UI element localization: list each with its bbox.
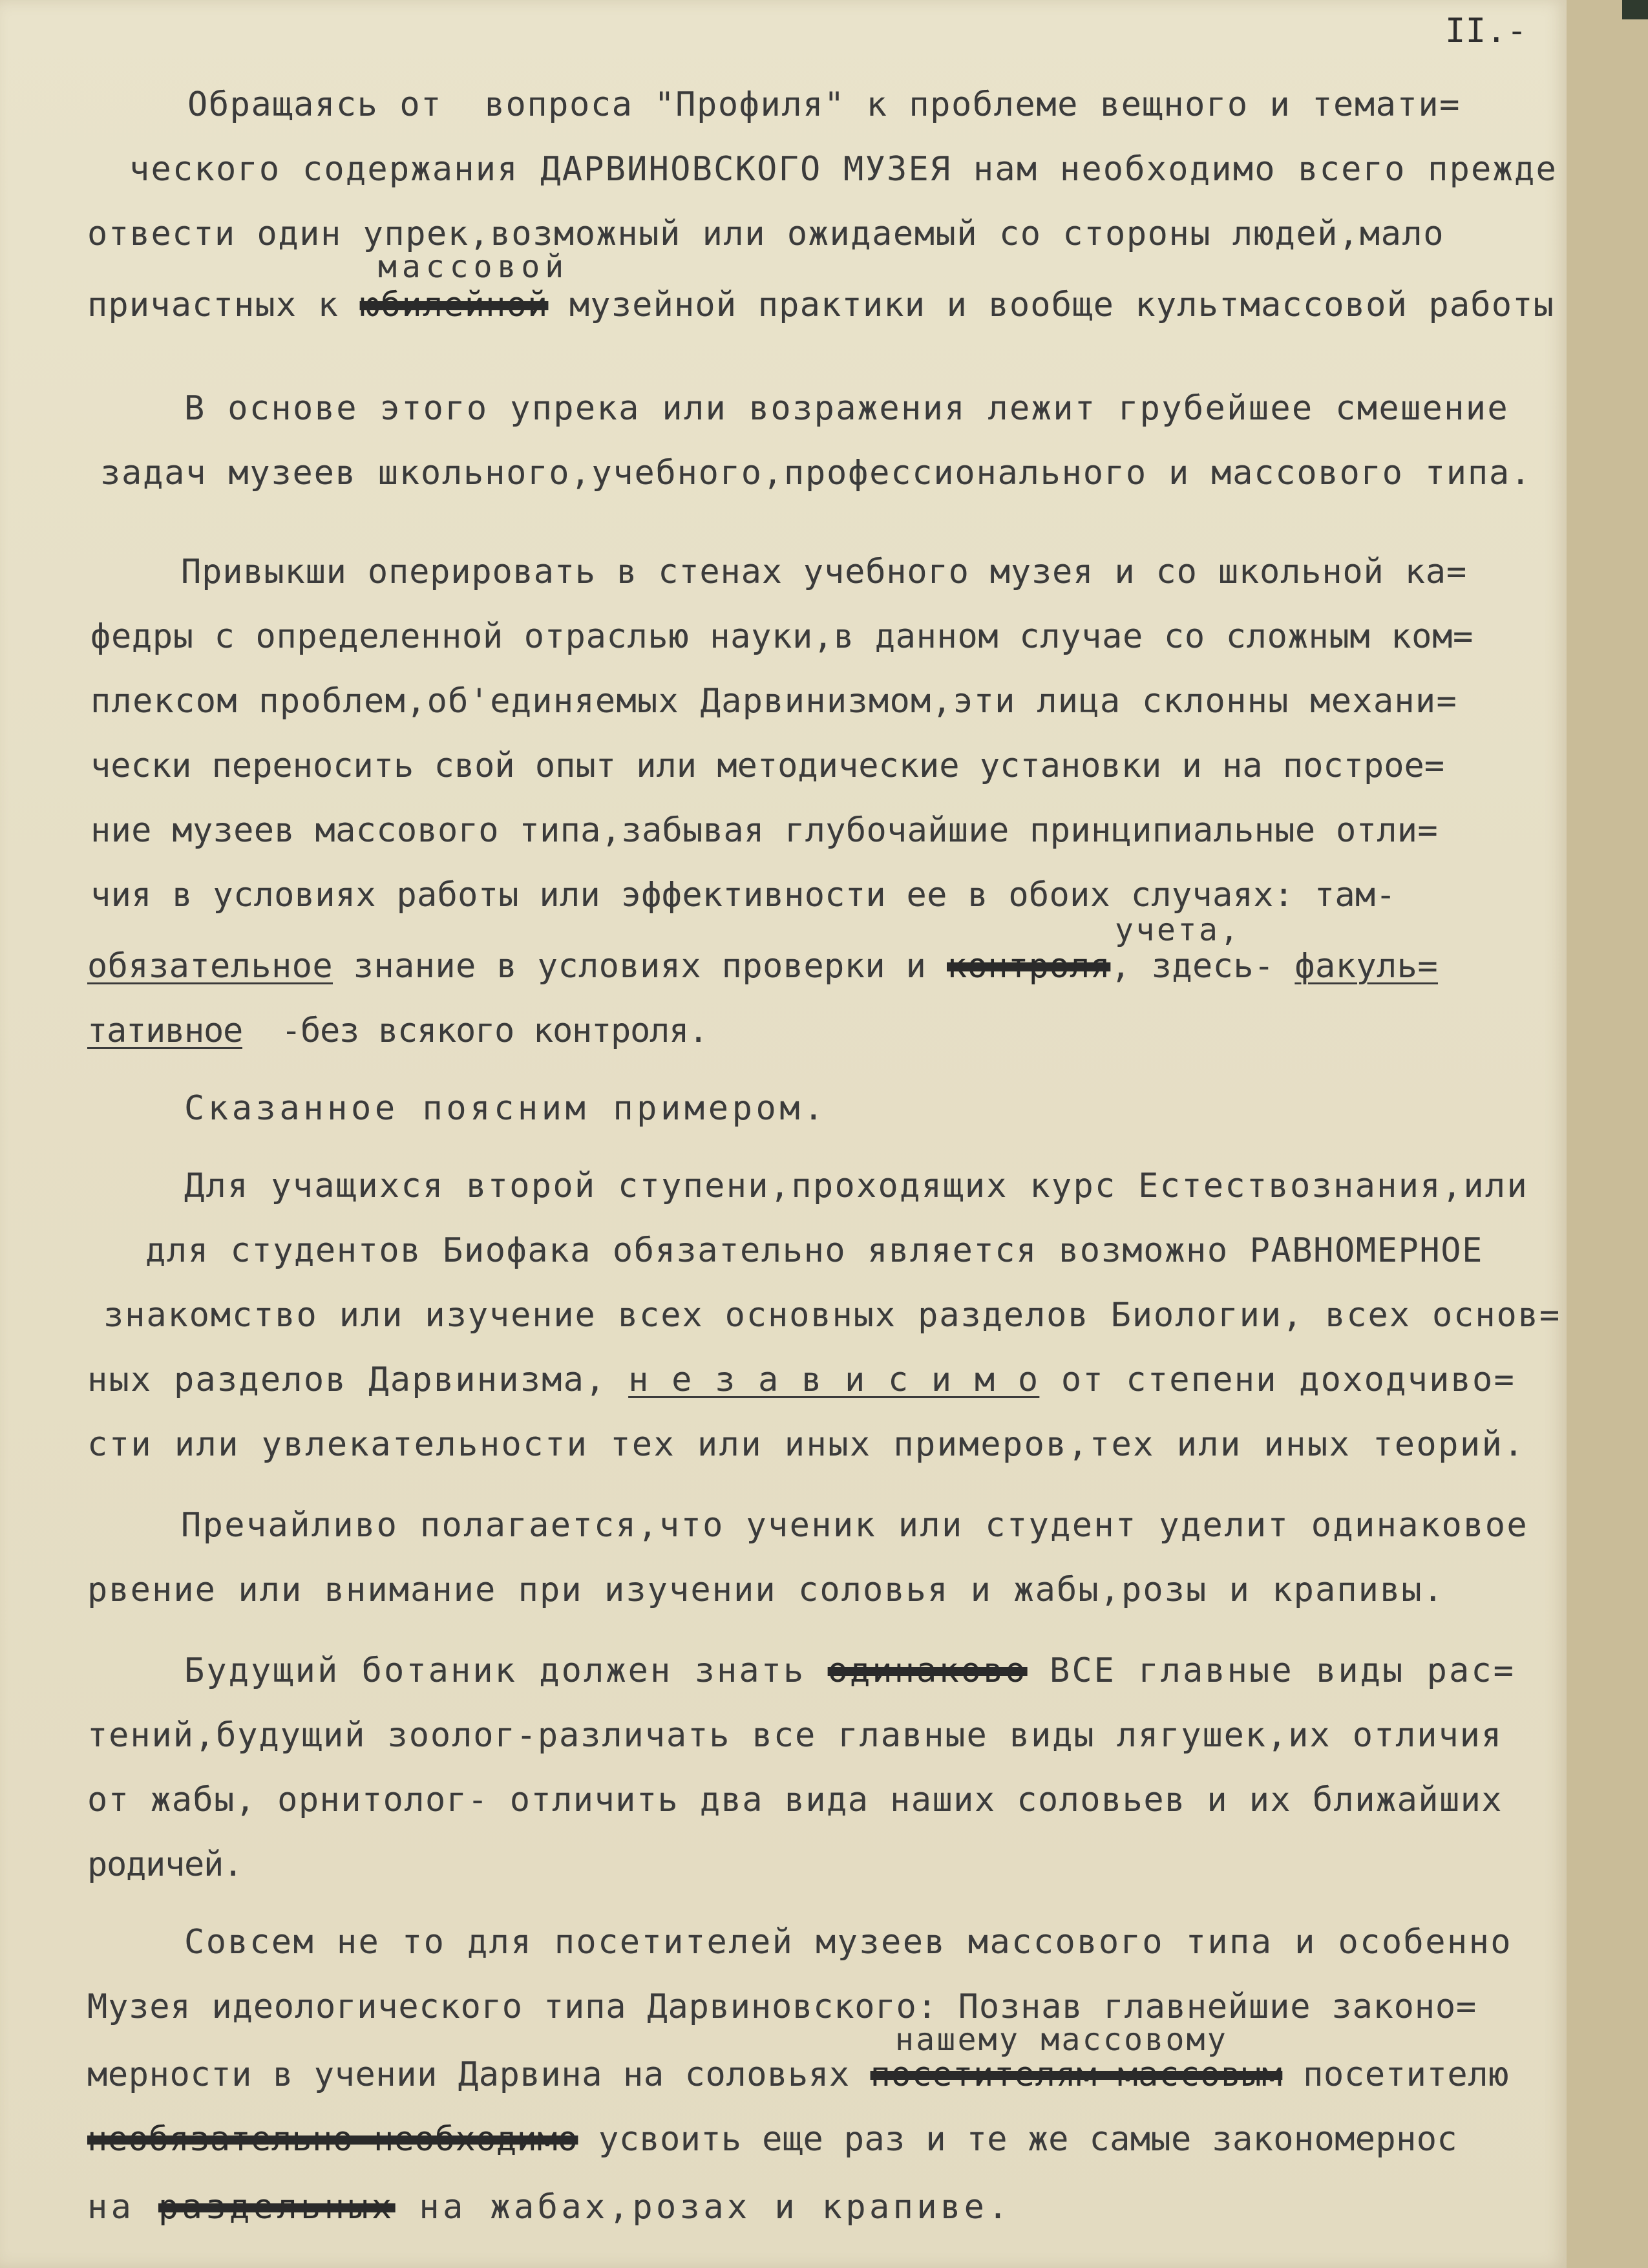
text-run: мерности в учении Дарвина на соловьях bbox=[87, 2055, 871, 2094]
text-line bbox=[87, 1425, 1525, 1464]
text-run: Обращаясь от вопроса "Профиля" к проблеме вещного и темати= bbox=[187, 85, 1461, 124]
text-run: чески переносить свой опыт или методические установки и на построе= bbox=[90, 747, 1444, 785]
text-run: посетителю bbox=[1282, 2055, 1510, 2094]
text-run: знание в условиях проверки и bbox=[333, 947, 947, 986]
text-run: чия в условиях работы или эффективности ее в обоих случаях: там- bbox=[90, 876, 1396, 915]
text-line bbox=[1115, 910, 1241, 949]
text-run: ческого содержания ДАРВИНОВСКОГО МУЗЕЯ нам необходимо всего прежде bbox=[129, 150, 1558, 189]
text-line bbox=[87, 1012, 708, 1050]
text-line bbox=[87, 1987, 1477, 2026]
struck-word: посетителям массовым bbox=[870, 2055, 1283, 2094]
underlined-text: обязательное bbox=[87, 947, 333, 986]
text-line bbox=[181, 1506, 1528, 1545]
text-line bbox=[87, 2055, 1509, 2094]
text-run: Пречайливо полагается,что ученик или студент уделит одинаковое bbox=[181, 1506, 1528, 1545]
text-line bbox=[184, 1089, 827, 1128]
text-line bbox=[187, 85, 1461, 124]
text-line bbox=[87, 1716, 1503, 1755]
text-line bbox=[103, 1296, 1561, 1335]
underlined-text: факуль= bbox=[1294, 947, 1439, 986]
struck-word: юбилейной bbox=[359, 286, 549, 324]
text-run: тений,будущий зоолог-различать все главные виды лягушек,их отличия bbox=[87, 1716, 1503, 1755]
text-run: , здесь- bbox=[1110, 947, 1295, 986]
page-number: II.- bbox=[1445, 12, 1528, 50]
struck-word: необязательно необходимо bbox=[87, 2120, 578, 2159]
text-run: Привыкши оперировать в стенах учебного музея и со школьной ка= bbox=[181, 553, 1467, 591]
text-run: Для учащихся второй ступени,проходящих курс Естествознания,или bbox=[184, 1167, 1528, 1205]
text-run: причастных к bbox=[87, 286, 360, 324]
text-line bbox=[129, 150, 1558, 189]
text-line bbox=[90, 617, 1474, 656]
text-line bbox=[181, 553, 1467, 591]
text-line bbox=[87, 1571, 1444, 1609]
text-line bbox=[184, 1923, 1512, 1962]
text-run: музейной практики и вообще культмассовой работы bbox=[548, 286, 1554, 324]
inserted-correction: учета, bbox=[1115, 912, 1241, 948]
text-run: Сказанное поясним примером. bbox=[184, 1089, 827, 1128]
struck-word: одинаково bbox=[827, 1651, 1028, 1690]
text-line bbox=[184, 1167, 1528, 1205]
text-line bbox=[184, 389, 1509, 428]
text-line bbox=[87, 215, 1444, 253]
text-run: ВСЕ главные виды рас= bbox=[1027, 1651, 1516, 1690]
underlined-text: н е з а в и с и м о bbox=[628, 1361, 1040, 1399]
text-run: знакомство или изучение всех основных разделов Биологии, всех основ= bbox=[103, 1296, 1561, 1335]
text-run: на жабах,розах и крапиве. bbox=[395, 2188, 1011, 2227]
text-run: Будущий ботаник должен знать bbox=[184, 1651, 828, 1690]
text-line bbox=[378, 247, 569, 286]
text-line bbox=[87, 1781, 1503, 1819]
text-line bbox=[87, 1845, 242, 1884]
struck-word: контроля bbox=[947, 947, 1111, 986]
text-line bbox=[90, 811, 1438, 850]
text-line bbox=[145, 1231, 1483, 1270]
text-line bbox=[87, 2188, 1011, 2227]
text-run: родичей. bbox=[87, 1845, 242, 1884]
text-line bbox=[87, 1361, 1516, 1399]
text-run: от жабы, орнитолог- отличить два вида наших соловьев и их ближайших bbox=[87, 1781, 1503, 1819]
scan-background bbox=[1567, 0, 1648, 2268]
text-line bbox=[100, 454, 1532, 493]
struck-word: раздельных bbox=[158, 2188, 396, 2227]
text-line bbox=[87, 286, 1554, 324]
text-line bbox=[90, 747, 1444, 785]
text-run: сти или увлекательности тех или иных примеров,тех или иных теорий. bbox=[87, 1425, 1525, 1464]
text-run: ние музеев массового типа,забывая глубочайшие принципиальные отли= bbox=[90, 811, 1438, 850]
scan-edge-strip bbox=[1622, 0, 1648, 19]
text-run: рвение или внимание при изучении соловья и жабы,розы и крапивы. bbox=[87, 1571, 1444, 1609]
text-line bbox=[90, 682, 1457, 721]
text-line bbox=[87, 2120, 1457, 2159]
text-run: для студентов Биофака обязательно является возможно РАВНОМЕРНОЕ bbox=[145, 1231, 1483, 1270]
text-run: -без всякого контроля. bbox=[242, 1012, 708, 1050]
text-run: ных разделов Дарвинизма, bbox=[87, 1361, 629, 1399]
text-run: федры с определенной отраслью науки,в данном случае со сложным ком= bbox=[90, 617, 1474, 656]
text-line bbox=[87, 947, 1438, 986]
text-run: отвести один упрек,возможный или ожидаемый со стороны людей,мало bbox=[87, 215, 1444, 253]
text-line bbox=[90, 876, 1396, 915]
text-run: задач музеев школьного,учебного,профессионального и массового типа. bbox=[100, 454, 1532, 493]
text-run: от степени доходчиво= bbox=[1039, 1361, 1516, 1399]
text-run: на bbox=[87, 2188, 158, 2227]
text-run: В основе этого упрека или возражения лежит грубейшее смешение bbox=[184, 389, 1509, 428]
text-line bbox=[184, 1651, 1516, 1690]
text-run: Музея идеологического типа Дарвиновского: Познав главнейшие законо= bbox=[87, 1987, 1477, 2026]
inserted-correction: нашему массовому bbox=[895, 2022, 1228, 2058]
text-run: усвоить еще раз и те же самые закономернос bbox=[578, 2120, 1458, 2159]
text-run: плексом проблем,об'единяемых Дарвинизмом,эти лица склонны механи= bbox=[90, 682, 1457, 721]
underlined-text: тативное bbox=[87, 1012, 242, 1050]
inserted-correction: массовой bbox=[378, 249, 569, 285]
text-line bbox=[895, 2020, 1228, 2059]
text-run: Совсем не то для посетителей музеев массового типа и особенно bbox=[184, 1923, 1512, 1962]
